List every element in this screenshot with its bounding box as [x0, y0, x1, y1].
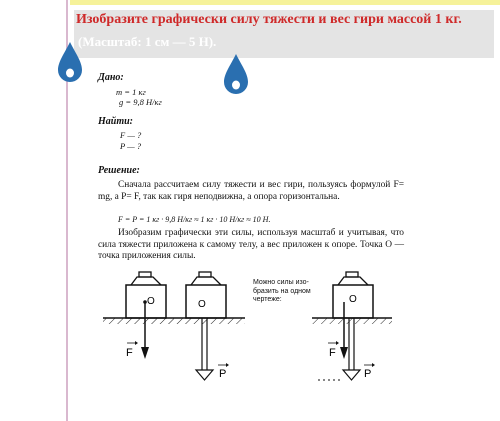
point-o-label: O	[147, 296, 155, 307]
diagram-weight-force	[186, 272, 229, 380]
force-f-label: F	[329, 347, 336, 359]
figure-note-line: чертеже:	[253, 296, 282, 303]
figure-note-line: бразить на одном	[253, 287, 311, 295]
given-gravity: g = 9,8 Н/кг	[119, 97, 162, 107]
task-text-line2: (Масштаб: 1 см — 5 Н).	[78, 34, 217, 49]
force-p-label: P	[364, 368, 372, 380]
find-weight: P — ?	[120, 141, 142, 151]
solution-title: Решение:	[98, 165, 140, 176]
solution-formula: F = P = 1 кг · 9,8 Н/кг ≈ 1 кг · 10 Н/кг ≈ 10 Н.	[118, 215, 271, 224]
figure-note-line: Можно силы изо-	[253, 279, 309, 286]
given-title: Дано:	[98, 72, 124, 83]
weight-icon	[126, 272, 166, 318]
task-text-line1: Изобразите графически силу тяжести и вес гири массой 1 кг.	[76, 12, 462, 27]
point-o-label: O	[349, 294, 357, 305]
given-mass: m = 1 кг	[116, 87, 146, 97]
solution-paragraph-2: Изобразим графически эти силы, используя масштаб и учитывая, что сила тяжести приложена к самому телу, а вес приложен к опоре. Точка O — точка приложения силы.	[98, 228, 404, 261]
solution-paragraph-1: Сначала рассчитаем силу тяжести и вес гири, пользуясь формулой F= mg, а P= F, так как гиря неподвижна, а опора горизонтальна.	[98, 180, 404, 202]
diagram-combined-forces	[312, 272, 392, 380]
find-force: F — ?	[120, 130, 142, 140]
force-p-label: P	[219, 368, 227, 380]
weight-icon	[186, 272, 226, 318]
find-title: Найти:	[98, 116, 134, 127]
point-o-label: O	[198, 299, 206, 310]
force-f-label: F	[126, 347, 133, 359]
